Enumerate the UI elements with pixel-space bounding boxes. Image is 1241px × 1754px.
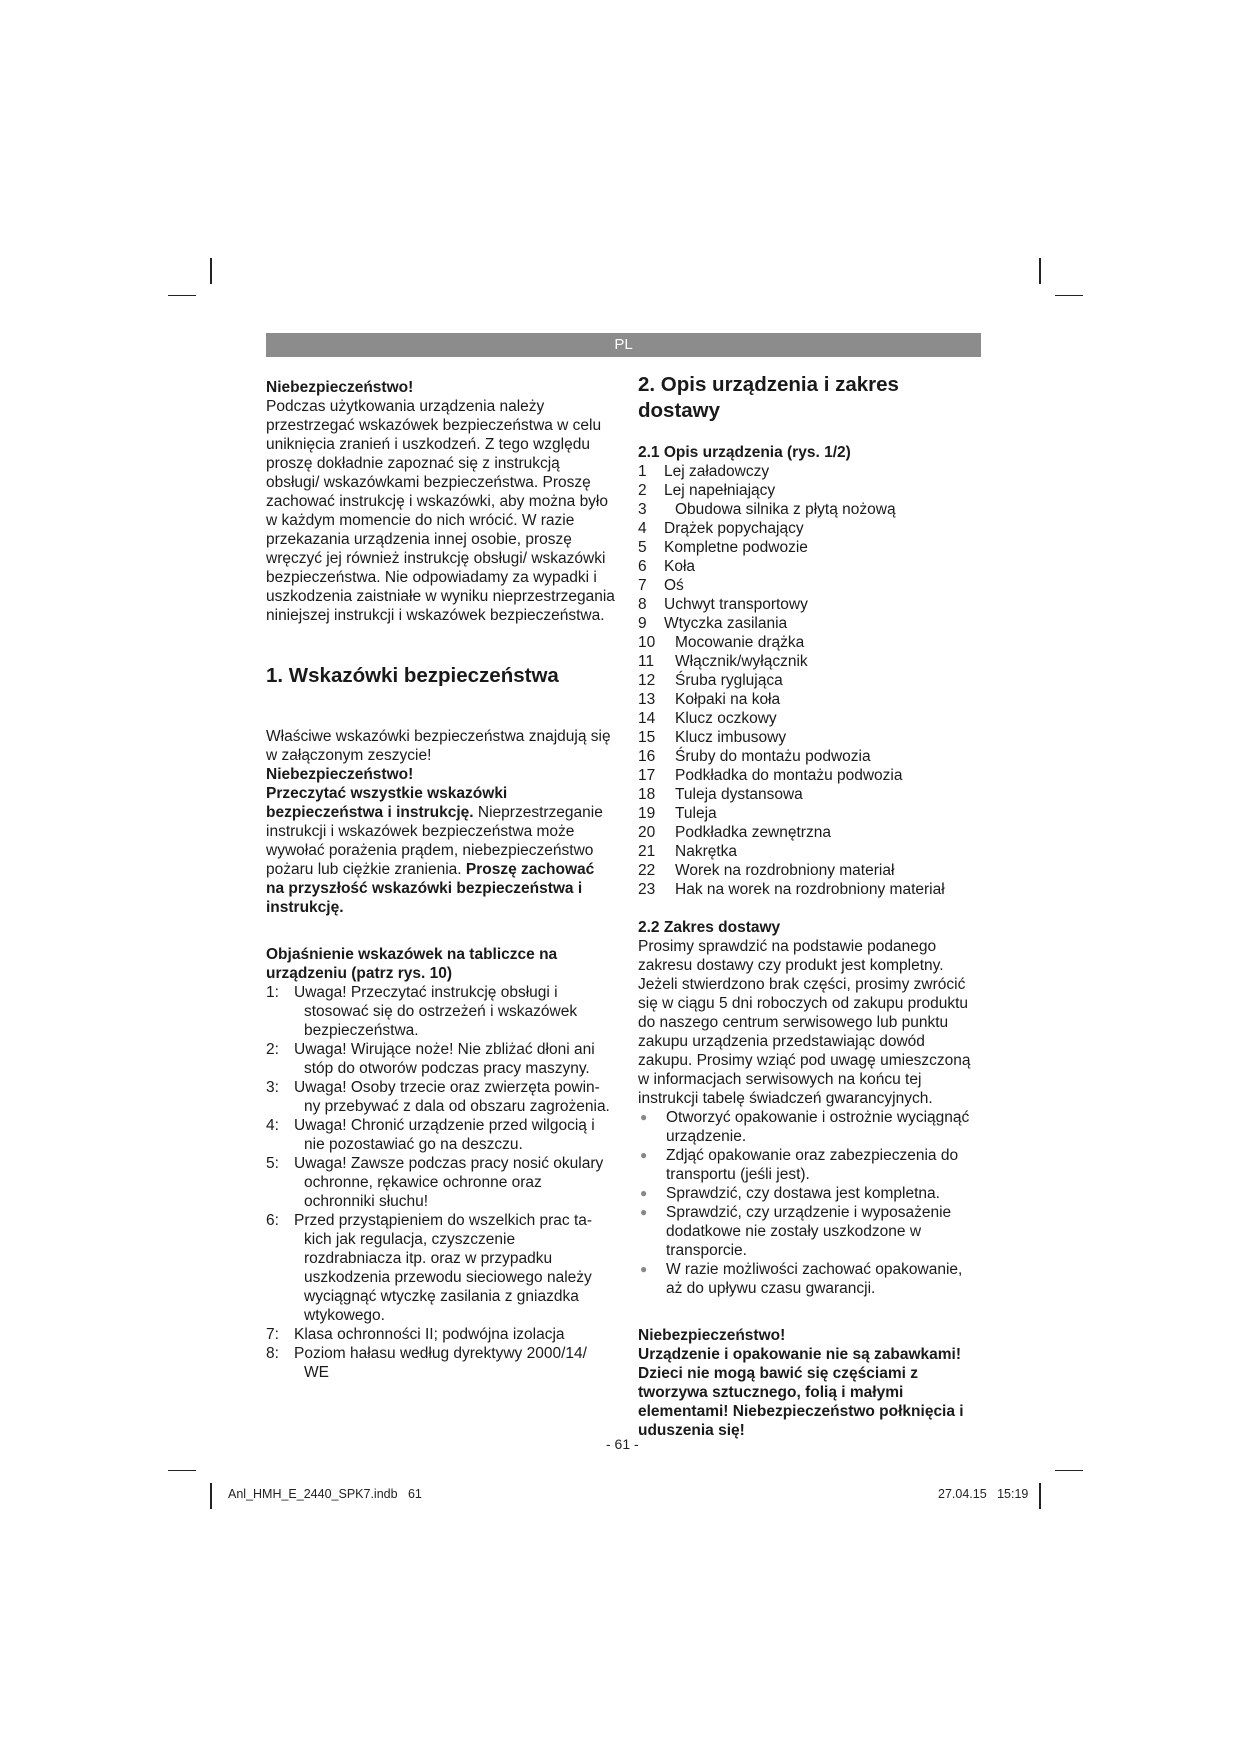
warning-title: Niebezpieczeństwo! xyxy=(266,766,414,783)
list-item: 2 Lej napełniający xyxy=(638,482,776,499)
labels-list xyxy=(266,983,616,1382)
list-item: 2: Uwaga! Wirujące noże! Nie zbliżać dłoni ani stóp do otworów podczas pracy maszyny. xyxy=(266,1041,595,1077)
crop-mark xyxy=(168,1470,196,1471)
warning-text: Urządzenie i opakowanie nie są zabawkami! Dzieci nie mogą bawić się częściami z tworzywa sztucznego, folią i małymi elementami! Niebezpieczeństwo połknięcia i uduszenia się! xyxy=(638,1346,964,1439)
list-item: 14 Klucz oczkowy xyxy=(638,710,777,727)
warning-title: Niebezpieczeństwo! xyxy=(266,379,414,396)
right-column xyxy=(638,372,983,1440)
warning-bold: Proszę zachować na przyszłość wskazówki bezpieczeństwa i instrukcję. xyxy=(266,861,595,916)
warning-bold: Przeczytać wszystkie wskazówki bezpieczeństwa i instrukcję. xyxy=(266,785,508,821)
subsection-2-1-title: 2.1 Opis urządzenia (rys. 1/2) xyxy=(638,444,851,461)
list-item: ● Sprawdzić, czy dostawa jest kompletna. xyxy=(640,1185,940,1202)
language-code: PL xyxy=(614,336,633,353)
list-item: 9 Wtyczka zasilania xyxy=(638,615,788,632)
list-item: 1 Lej załadowczy xyxy=(638,463,770,480)
warning-title: Niebezpieczeństwo! xyxy=(638,1327,786,1344)
crop-mark xyxy=(210,1483,212,1509)
list-item: 19 Tuleja xyxy=(638,805,717,822)
list-item: 10 Mocowanie drążka xyxy=(638,634,805,651)
list-item: 5 Kompletne podwozie xyxy=(638,539,808,556)
list-item: 11 Włącznik/wyłącznik xyxy=(638,653,808,670)
crop-mark xyxy=(1039,258,1041,284)
subsection-2-2-title: 2.2 Zakres dostawy xyxy=(638,919,781,936)
footer-date: 27.04.15 15:19 xyxy=(938,1487,1029,1501)
list-item: ● Otworzyć opakowanie i ostrożnie wyciągnąć urządzenie. xyxy=(640,1109,970,1145)
list-item: 8 Uchwyt transportowy xyxy=(638,596,808,613)
crop-mark xyxy=(1039,1483,1041,1509)
list-item: 1: Uwaga! Przeczytać instrukcję obsługi i stosować się do ostrzeżeń i wskazówek bezpieczeństwa. xyxy=(266,984,578,1039)
section-1-title: 1. Wskazówki bezpieczeństwa xyxy=(266,664,559,687)
list-item: 8: Poziom hałasu według dyrektywy 2000/14/ WE xyxy=(266,1345,587,1381)
parts-list xyxy=(638,462,983,899)
list-item: ● Zdjąć opakowanie oraz zabezpieczenia do transportu (jeśli jest). xyxy=(640,1147,959,1183)
crop-mark xyxy=(1055,1470,1083,1471)
list-item: 18 Tuleja dystansowa xyxy=(638,786,803,803)
bullet-icon: ● xyxy=(640,1262,648,1276)
list-item: 17 Podkładka do montażu podwozia xyxy=(638,767,903,784)
crop-mark xyxy=(210,258,212,284)
warning-text: Podczas użytkowania urządzenia należy przestrzegać wskazówek bezpieczeństwa w celu uniknięcia zranień i uszkodzeń. Z tego względu proszę dokładnie zapoznać się z instrukcją obsługi/ wskazówkami bezpieczeństwa. Proszę zachować instrukcję i wskazówki, aby można było w każdym momencie do nich wrócić. W razie przekazania urządzenia innej osobie, proszę wręczyć jej również instrukcję obsługi/ wskazówki bezpieczeństwa. Nie odpowiadamy za wypadki i uszkodzenia zaistniałe w wyniku nieprzestrzegania niniejszej instrukcji i wskazówek bezpieczeństwa. xyxy=(266,398,615,624)
list-item: 22 Worek na rozdrobniony materiał xyxy=(638,862,895,879)
list-item: 6: Przed przystąpieniem do wszelkich prac ta- kich jak regulacja, czyszczenie rozdrabniacza itp. oraz w przypadku uszkodzenia przewodu sieciowego należy wyciągnąć wtyczkę zasilania z gniazdka wtykowego. xyxy=(266,1212,593,1324)
bullet-icon: ● xyxy=(640,1186,648,1200)
labels-title: Objaśnienie wskazówek na tabliczce na urządzeniu (patrz rys. 10) xyxy=(266,946,558,982)
list-item: 6 Koła xyxy=(638,558,696,575)
list-item: 15 Klucz imbusowy xyxy=(638,729,787,746)
list-item: 13 Kołpaki na koła xyxy=(638,691,781,708)
warning-text: Nieprzestrzeganie instrukcji i wskazówek bezpieczeństwa może wywołać porażenia prądem, niebezpieczeństwo pożaru lub ciężkie zranienia. xyxy=(266,804,603,878)
bullet-icon: ● xyxy=(640,1205,648,1219)
list-item: 16 Śruby do montażu podwozia xyxy=(638,748,871,765)
list-item: 7: Klasa ochronności II; podwójna izolacja xyxy=(266,1326,565,1343)
crop-mark xyxy=(168,295,196,296)
section-2-title: 2. Opis urządzenia i zakres dostawy xyxy=(638,373,899,422)
list-item: 21 Nakrętka xyxy=(638,843,738,860)
list-item: ● Sprawdzić, czy urządzenie i wyposażenie dodatkowe nie zostały uszkodzone w transporcie. xyxy=(640,1204,952,1259)
list-item: 5: Uwaga! Zawsze podczas pracy nosić okulary ochronne, rękawice ochronne oraz ochronniki słuchu! xyxy=(266,1155,604,1210)
page-number: - 61 - xyxy=(606,1436,639,1452)
bullet-icon: ● xyxy=(640,1110,648,1124)
list-item: 23 Hak na worek na rozdrobniony materiał xyxy=(638,881,945,898)
language-header-bar xyxy=(266,333,981,357)
section-1-intro: Właściwe wskazówki bezpieczeństwa znajdują się w załączonym zeszycie! xyxy=(266,728,611,764)
crop-mark xyxy=(1055,295,1083,296)
list-item: 4: Uwaga! Chronić urządzenie przed wilgocią i nie pozostawiać go na deszczu. xyxy=(266,1117,595,1153)
bullet-icon: ● xyxy=(640,1148,648,1162)
footer-file-info: Anl_HMH_E_2440_SPK7.indb 61 xyxy=(228,1487,422,1501)
list-item: 7 Oś xyxy=(638,577,684,594)
list-item: 3: Uwaga! Osoby trzecie oraz zwierzęta powin- ny przebywać z dala od obszaru zagrożenia. xyxy=(266,1079,610,1115)
left-column xyxy=(266,378,616,1382)
list-item: 4 Drążek popychający xyxy=(638,520,804,537)
list-item: 20 Podkładka zewnętrzna xyxy=(638,824,831,841)
warning-paragraph xyxy=(266,784,616,917)
list-item: ● W razie możliwości zachować opakowanie, aż do upływu czasu gwarancji. xyxy=(640,1261,963,1297)
list-item: 3 Obudowa silnika z płytą nożową xyxy=(638,501,896,518)
delivery-text: Prosimy sprawdzić na podstawie podanego zakresu dostawy czy produkt jest kompletny. Jeżeli stwierdzono brak części, prosimy zwrócić się w ciągu 5 dni roboczych od zakupu produktu do naszego centrum serwisowego lub punktu zakupu urządzenia przedstawiając dowód zakupu. Prosimy wziąć pod uwagę umieszczoną w informacjach serwisowych na końcu tej instrukcji tabelę świadczeń gwarancyjnych. xyxy=(638,938,971,1107)
list-item: 12 Śruba ryglująca xyxy=(638,672,783,689)
checklist xyxy=(638,1108,983,1298)
